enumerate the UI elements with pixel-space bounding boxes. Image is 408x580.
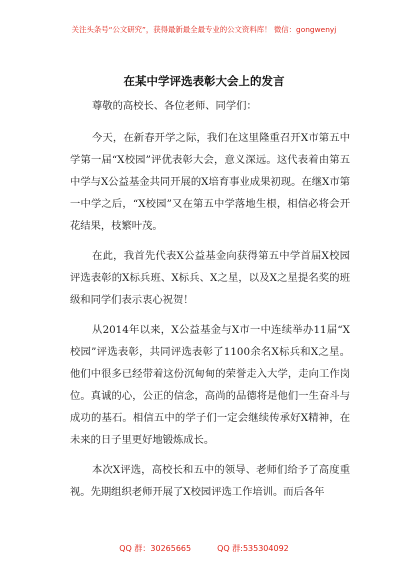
paragraph: 在此，我首先代表X公益基金向获得第五中学首届X校园评选表彰的X标兵班、X标兵、X之星，以及X之星提名奖的班级和同学们表示衷心祝贺！	[70, 250, 350, 306]
promo-footer	[0, 543, 408, 554]
document-title: 在某中学评选表彰大会上的发言	[123, 74, 285, 88]
paragraph: 从2014年以来，X公益基金与X市一中连续举办11届“X校园”评选表彰，共同评选表彰了1100余名X标兵和X之星。他们中很多已经带着这份沉甸甸的荣誉走入大学，走向工作岗位。真诚的心，公正的信念，高尚的品德将是他们一生奋斗与成功的基石。相信五中的学子们一定会继续传承好X精神，在未来的日子里更好地锻炼成长。	[70, 324, 350, 446]
salutation: 尊敬的高校长、各位老师、同学们：	[92, 100, 257, 112]
qq-group-2: QQ 群:535304092	[217, 544, 289, 553]
promo-header: 关注头条号“公文研究”，获得最新最全最专业的公文资料库！ 微信：gongwenyj	[71, 25, 337, 34]
qq-group-1: QQ 群：30265665	[119, 544, 192, 553]
paragraph: 今天，在新春开学之际，我们在这里隆重召开X市第五中学第一届“X校园”评优表彰大会，意义深远。这代表着由第五中学与X公益基金共同开展的X培育事业成果初现。在继X市第一中学之后，“X校园”又在第五中学落地生根，相信必将会开花结果，枝繁叶茂。	[70, 132, 350, 232]
paragraph: 本次X评选，高校长和五中的领导、老师们给予了高度重视。先期组织老师开展了X校园评选工作培训。而后各年	[70, 464, 350, 498]
document-body	[70, 95, 350, 511]
